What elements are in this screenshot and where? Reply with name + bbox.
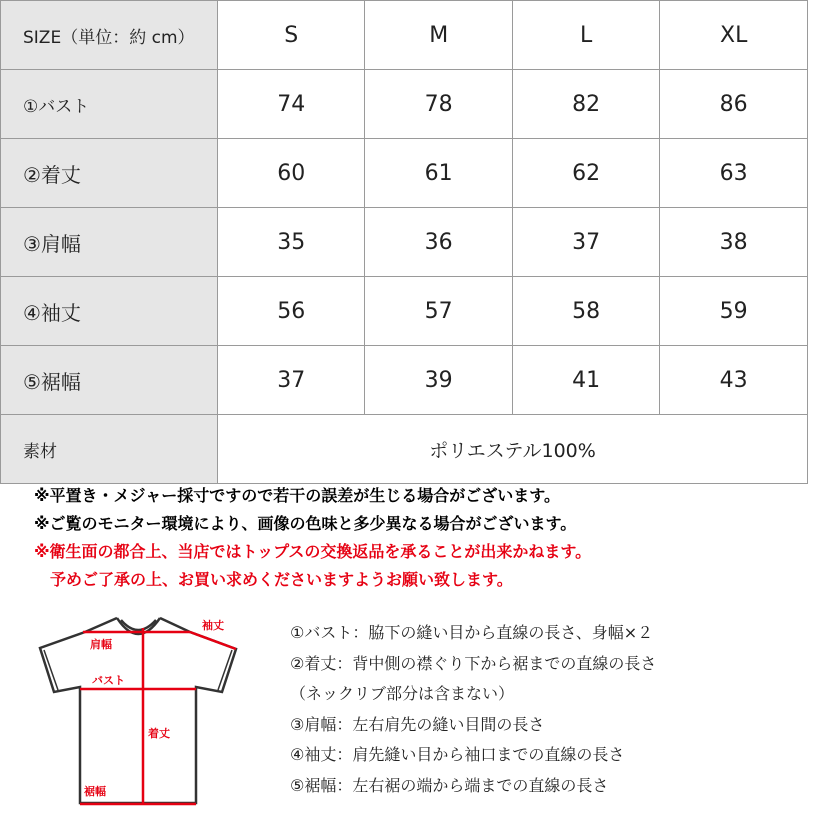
row-label: ①バスト (1, 70, 218, 139)
legend-item: ②着丈：背中側の襟ぐり下から裾までの直線の長さ (290, 653, 657, 673)
size-value: 43 (660, 346, 808, 415)
size-value: 78 (365, 70, 512, 139)
legend-item: ①バスト：脇下の縫い目から直線の長さ、身幅×２ (290, 623, 654, 642)
size-value: 86 (660, 70, 808, 139)
material-row (1, 415, 808, 484)
notes (34, 482, 591, 594)
note-warning: 予めご了承の上、お買い求めくださいますようお願い致します。 (34, 570, 513, 589)
size-value: 58 (512, 277, 659, 346)
size-value: 37 (218, 346, 365, 415)
row-label: ⑤裾幅 (1, 346, 218, 415)
material-value: ポリエステル100% (218, 415, 808, 484)
size-value: 41 (512, 346, 659, 415)
header-cell: L (512, 1, 659, 70)
size-value: 36 (365, 208, 512, 277)
header-cell: M (365, 1, 512, 70)
size-value: 59 (660, 277, 808, 346)
label-shoulder: 肩幅 (90, 638, 112, 651)
size-value: 35 (218, 208, 365, 277)
label-sleeve: 袖丈 (202, 619, 224, 632)
row-label: ②着丈 (1, 139, 218, 208)
header-cell: S (218, 1, 365, 70)
header-cell: SIZE（単位：約 cm） (1, 1, 218, 70)
note-warning: ※衛生面の都合上、当店ではトップスの交換返品を承ることが出来かねます。 (34, 542, 592, 561)
size-value: 62 (512, 139, 659, 208)
table-row (1, 70, 808, 139)
size-value: 37 (512, 208, 659, 277)
size-value: 56 (218, 277, 365, 346)
table-row (1, 139, 808, 208)
note: ※ご覧のモニター環境により、画像の色味と多少異なる場合がございます。 (34, 514, 577, 533)
label-bust: バスト (92, 674, 125, 687)
size-value: 39 (365, 346, 512, 415)
size-value: 38 (660, 208, 808, 277)
legend-item: ⑤裾幅：左右裾の端から端までの直線の長さ (290, 775, 609, 795)
size-value: 74 (218, 70, 365, 139)
legend-item: ④袖丈：肩先縫い目から袖口までの直線の長さ (290, 745, 625, 764)
row-label: ③肩幅 (1, 208, 218, 277)
table-header-row (1, 1, 808, 70)
measurement-legend (290, 618, 656, 801)
tshirt-diagram (0, 600, 260, 823)
size-value: 60 (218, 139, 365, 208)
size-value: 63 (660, 139, 808, 208)
row-label: ④袖丈 (1, 277, 218, 346)
legend-item: ③肩幅：左右肩先の縫い目間の長さ (290, 714, 545, 734)
table-row (1, 208, 808, 277)
label-length: 着丈 (148, 727, 170, 740)
label-hem: 裾幅 (84, 785, 106, 798)
note: ※平置き・メジャー採寸ですので若干の誤差が生じる場合がございます。 (34, 486, 560, 505)
table-row (1, 277, 808, 346)
header-cell: XL (660, 1, 808, 70)
legend-item: （ネックリブ部分は含まない） (290, 684, 515, 703)
table-row (1, 346, 808, 415)
size-value: 61 (365, 139, 512, 208)
material-label: 素材 (1, 415, 218, 484)
size-value: 57 (365, 277, 512, 346)
size-value: 82 (512, 70, 659, 139)
